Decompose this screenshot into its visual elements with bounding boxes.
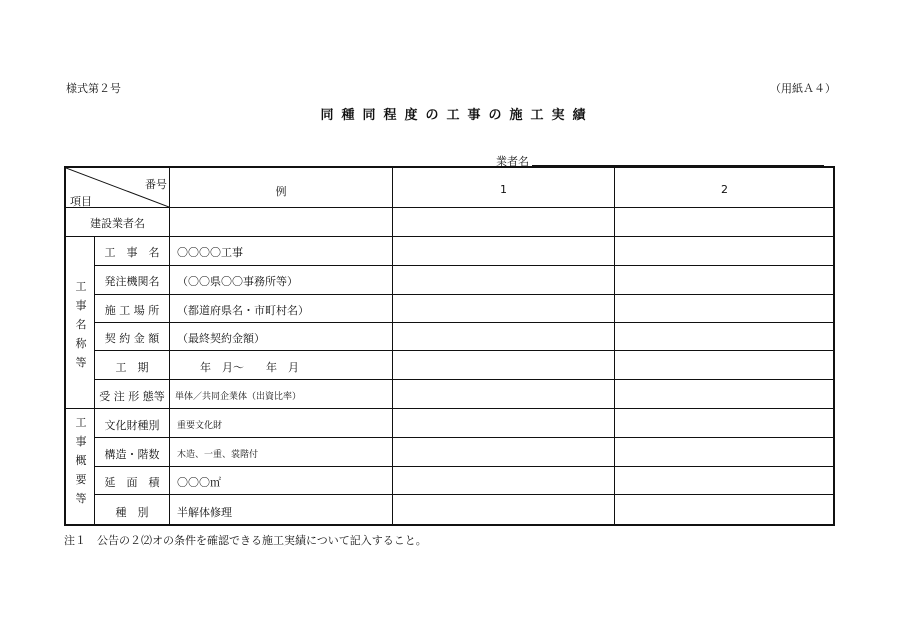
row-line — [94, 350, 834, 351]
col-divider-2 — [614, 168, 615, 525]
row-line — [94, 466, 834, 467]
paper-size-label: （用紙Ａ４） — [770, 82, 836, 95]
row-line — [94, 265, 834, 266]
row-example-site-location: （都道府県名・市町村名） — [177, 304, 309, 317]
row-line — [94, 322, 834, 323]
column-header-2: 2 — [721, 183, 728, 196]
footnote: 注１ 公告の２⑵オの条件を確認できる施工実績について記入すること。 — [64, 534, 427, 547]
row-example-order-type: 単体／共同企業体（出資比率） — [175, 392, 302, 402]
contractor-name-label: 建設業者名 — [90, 217, 145, 230]
row-label-work-period: 工 期 — [115, 361, 149, 374]
row-example-cultural-property-type: 重要文化財 — [177, 421, 223, 431]
group-label-work-summary: 工 事 概 要 等 — [75, 416, 87, 505]
row-example-ordering-agency: （〇〇県〇〇事務所等） — [177, 275, 298, 288]
row-label-contract-amount: 契 約 金 額 — [104, 332, 160, 345]
header-item-label: 項目 — [70, 195, 92, 208]
row-line — [94, 437, 834, 438]
row-label-cultural-property-type: 文化財種別 — [104, 419, 160, 432]
company-name-label: 業者名 — [496, 155, 529, 168]
row-label-work-name: 工 事 名 — [104, 246, 160, 259]
row-line — [66, 236, 834, 237]
column-header-example: 例 — [275, 185, 287, 198]
row-label-structure-floors: 構造・階数 — [104, 448, 160, 461]
row-label-total-floor-area: 延 面 積 — [104, 476, 160, 489]
row-line — [94, 294, 834, 295]
row-example-work-name: 〇〇〇〇工事 — [177, 246, 243, 259]
row-label-order-type: 受 注 形 態等 — [99, 390, 165, 403]
row-label-ordering-agency: 発注機関名 — [104, 275, 160, 288]
col-divider-example — [169, 168, 170, 525]
column-header-1: 1 — [500, 183, 507, 196]
group-label-work-name: 工 事 名 称 等 — [75, 280, 87, 369]
row-example-structure-floors: 木造、一重、裳階付 — [177, 450, 259, 460]
row-line — [94, 379, 834, 380]
row-label-type: 種 別 — [115, 506, 149, 519]
row-example-type: 半解体修理 — [177, 506, 232, 519]
performance-table — [64, 166, 835, 526]
group-separator — [66, 408, 834, 409]
form-number: 様式第２号 — [66, 82, 121, 95]
row-line — [94, 494, 834, 495]
row-example-total-floor-area: 〇〇〇㎡ — [177, 476, 221, 489]
header-number-label: 番号 — [145, 178, 167, 191]
row-example-work-period: 年 月～ 年 月 — [200, 361, 299, 374]
document-title: 同種同程度の工事の施工実績 — [320, 108, 594, 123]
col-divider-1 — [392, 168, 393, 525]
row-example-contract-amount: （最終契約金額） — [177, 332, 265, 345]
row-label-site-location: 施 工 場 所 — [104, 304, 160, 317]
row-line — [66, 207, 834, 208]
